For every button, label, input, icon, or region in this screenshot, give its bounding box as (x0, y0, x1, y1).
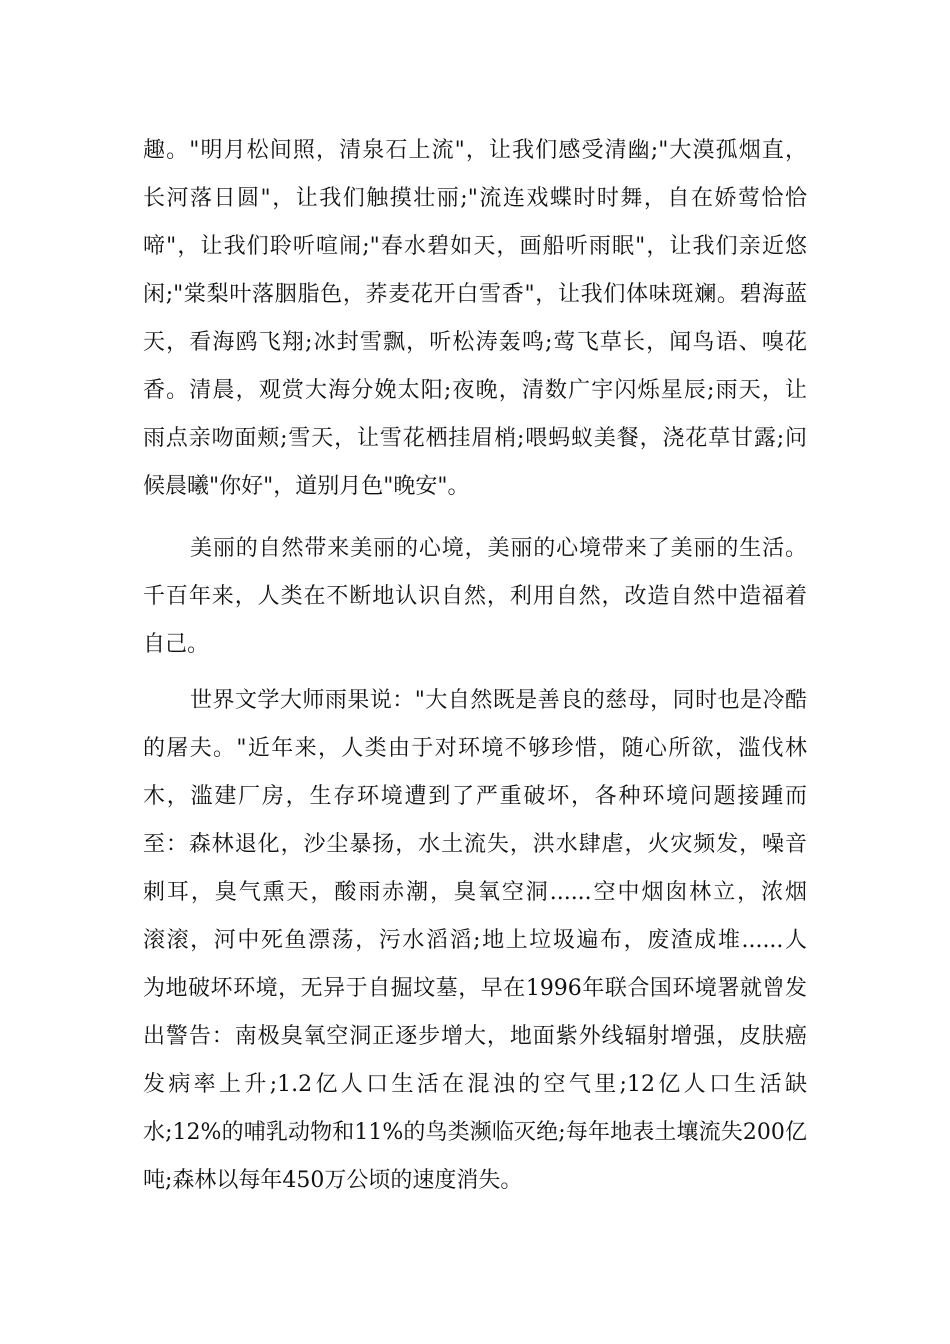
text-line: 美丽的自然带来美丽的心境，美丽的心境带来了美丽的生活。 (190, 536, 807, 561)
text-line: 的屠夫。"近年来，人类由于对环境不够珍惜，随心所欲，滥伐林 (143, 736, 807, 761)
text-line: 千百年来，人类在不断地认识自然，利用自然，改造自然中造福着 (143, 584, 807, 609)
text-line: 长河落日圆"，让我们触摸壮丽;"流连戏蝶时时舞，自在娇莺恰恰 (143, 186, 807, 211)
text-line: 刺耳，臭气熏天，酸雨赤潮，臭氧空洞......空中烟囱林立，浓烟 (143, 880, 807, 905)
text-line: 闲;"棠梨叶落胭脂色，荞麦花开白雪香"，让我们体味斑斓。碧海蓝 (143, 282, 807, 307)
text-line: 啼"，让我们聆听喧闹;"春水碧如天，画船听雨眠"，让我们亲近悠 (143, 234, 807, 259)
text-line: 天，看海鸥飞翔;冰封雪飘，听松涛轰鸣;莺飞草长，闻鸟语、嗅花 (143, 330, 807, 355)
text-line: 水;12%的哺乳动物和11%的鸟类濒临灭绝;每年地表土壤流失200亿 (143, 1120, 807, 1145)
text-line: 木，滥建厂房，生存环境遭到了严重破坏，各种环境问题接踵而 (143, 784, 807, 809)
text-line: 候晨曦"你好"，道别月色"晚安"。 (143, 474, 470, 499)
text-line: 出警告：南极臭氧空洞正逐步增大，地面紫外线辐射增强，皮肤癌 (143, 1024, 807, 1049)
text-line: 至：森林退化，沙尘暴扬，水土流失，洪水肆虐，火灾频发，噪音 (143, 832, 807, 857)
text-line: 为地破坏环境，无异于自掘坟墓，早在1996年联合国环境署就曾发 (143, 976, 807, 1001)
text-line: 吨;森林以每年450万公顷的速度消失。 (143, 1168, 523, 1193)
text-line: 发病率上升;1.2亿人口生活在混浊的空气里;12亿人口生活缺 (143, 1072, 807, 1097)
text-line: 雨点亲吻面颊;雪天，让雪花栖挂眉梢;喂蚂蚁美餐，浇花草甘露;问 (143, 426, 807, 451)
text-line: 自己。 (143, 632, 210, 657)
text-line: 香。清晨，观赏大海分娩太阳;夜晚，清数广宇闪烁星辰;雨天，让 (143, 378, 807, 403)
text-line: 世界文学大师雨果说："大自然既是善良的慈母，同时也是冷酷 (190, 688, 807, 713)
text-line: 滚滚，河中死鱼漂荡，污水滔滔;地上垃圾遍布，废渣成堆......人 (143, 928, 807, 953)
text-line: 趣。"明月松间照，清泉石上流"，让我们感受清幽;"大漠孤烟直， (143, 138, 807, 163)
